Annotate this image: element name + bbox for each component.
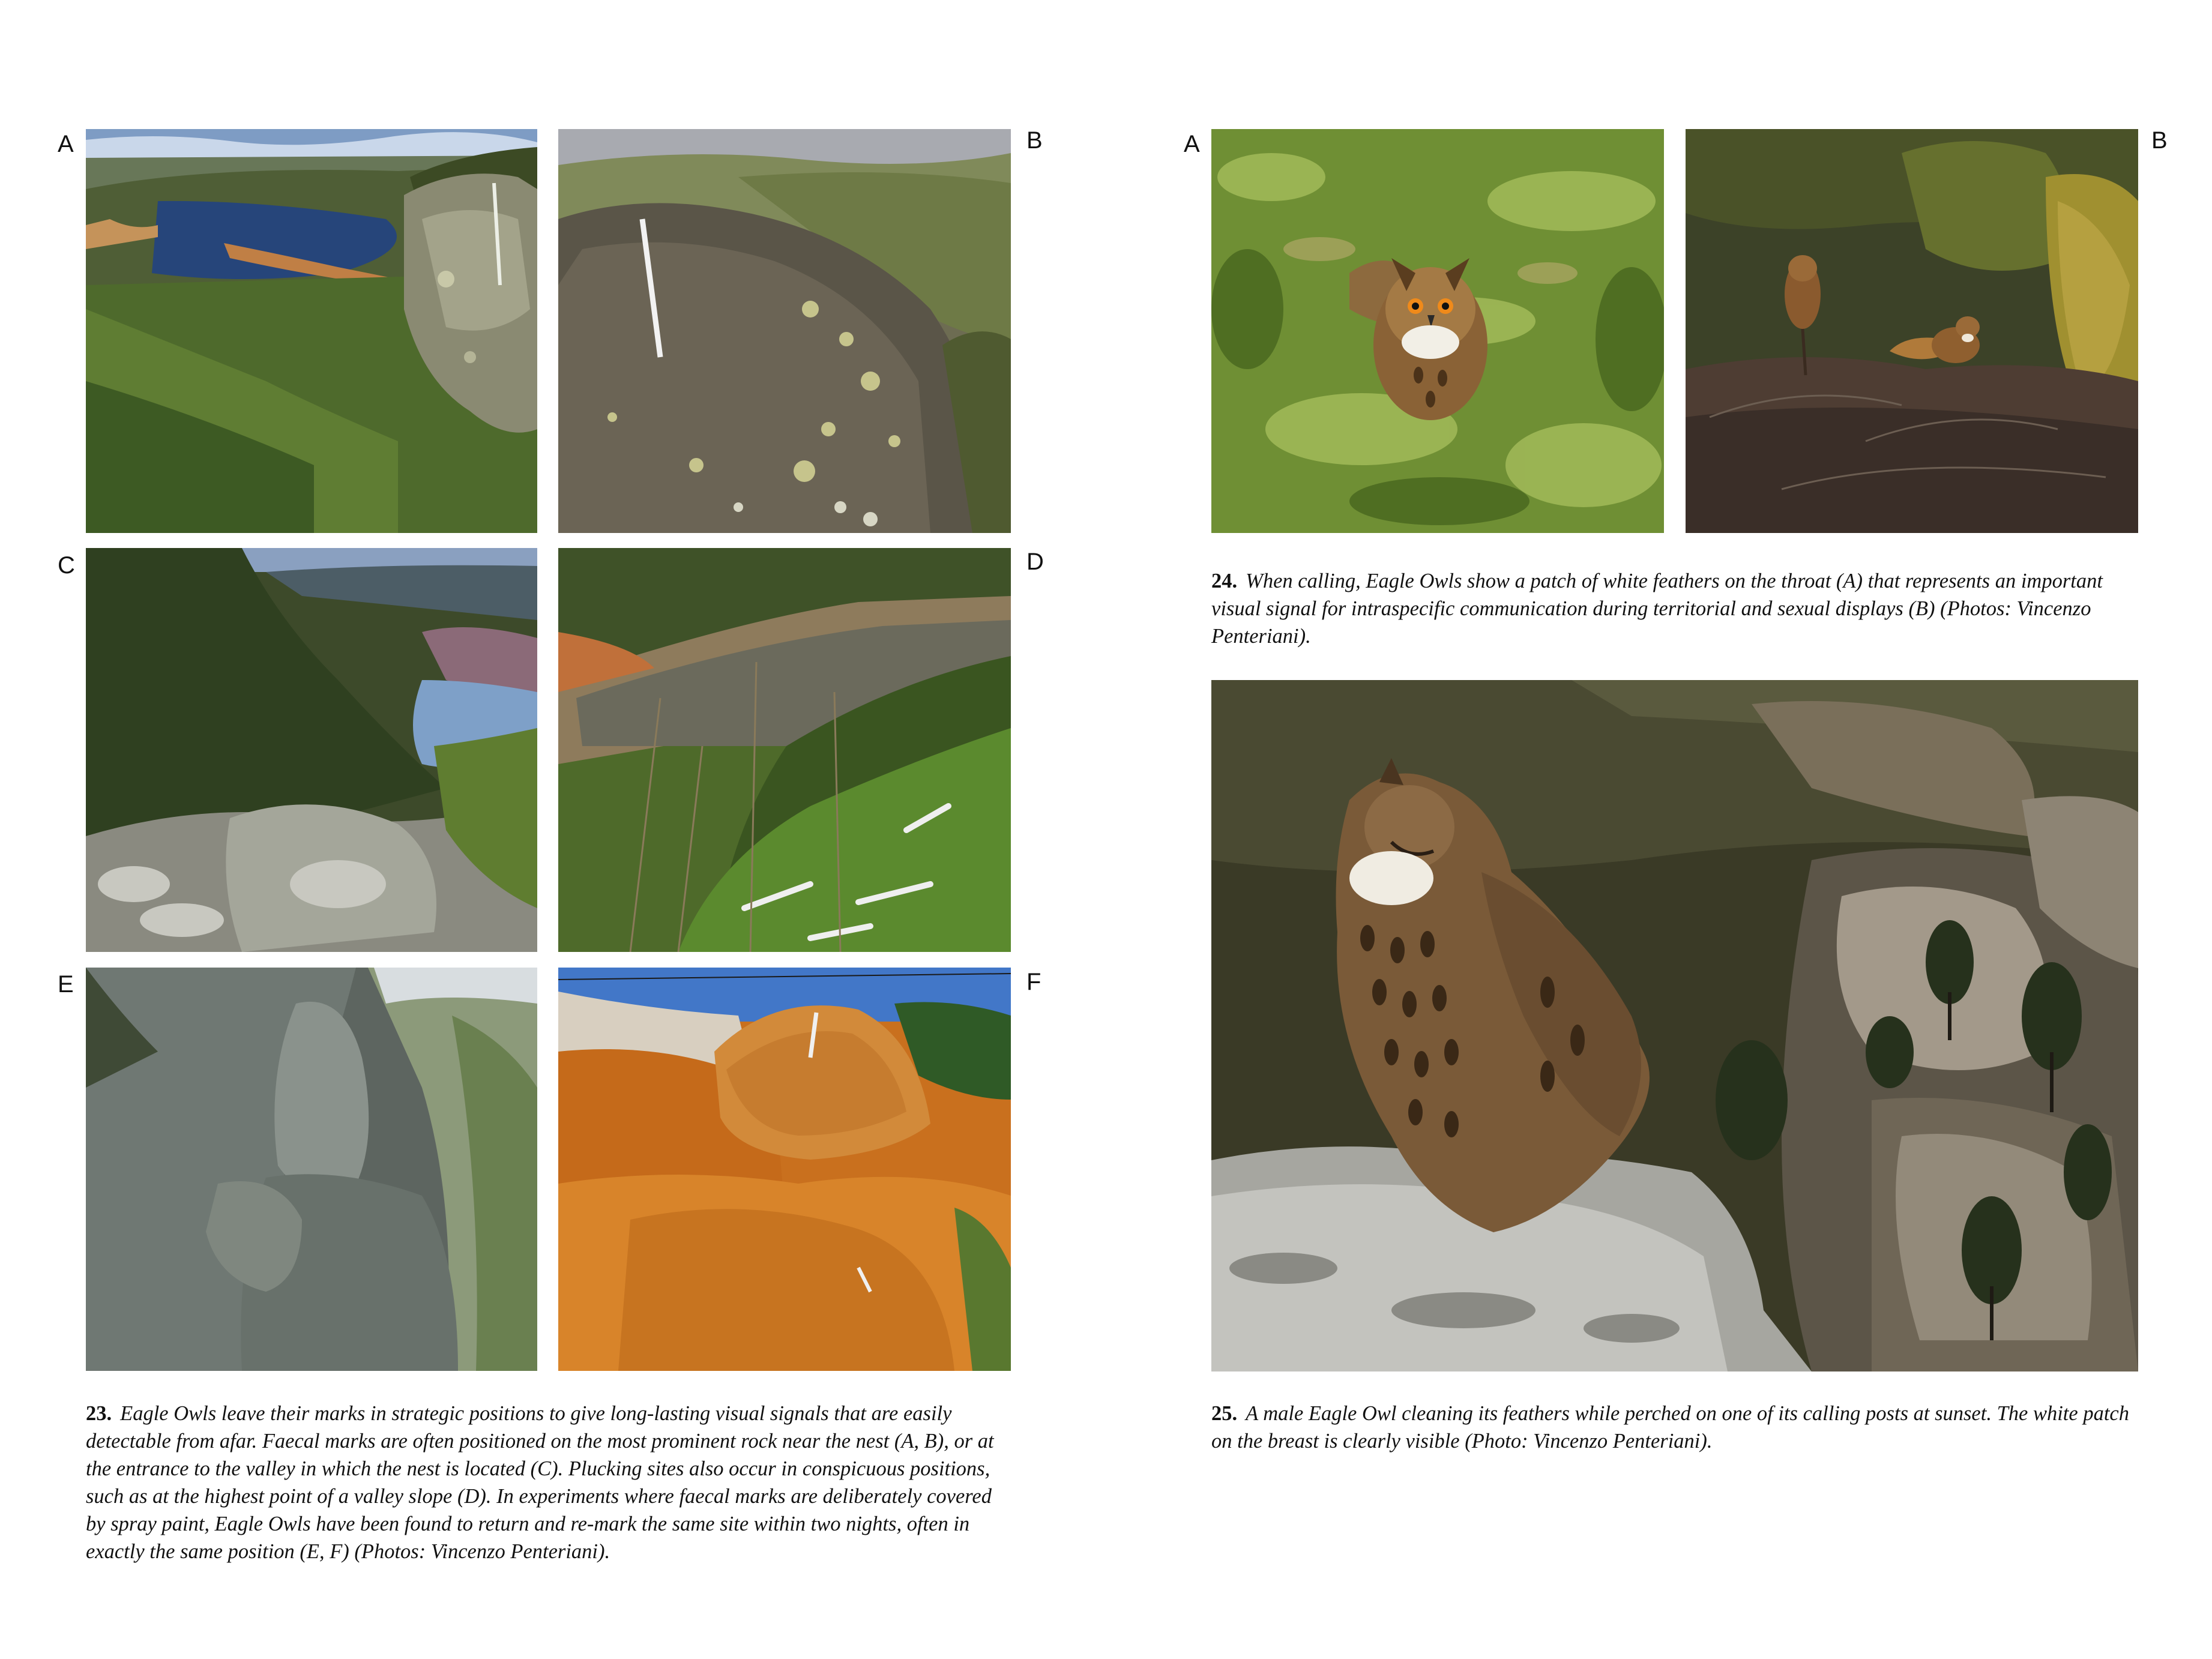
photo-label-b: B [1026,127,1043,154]
photo-label-24b: B [2151,127,2168,154]
photo-25-owl-on-rock [1211,680,2138,1371]
right-page [1106,0,2212,1659]
photo-24a-owl-in-leaves [1211,129,1664,533]
photo-label-a: A [58,131,74,157]
figure-24-caption-text: When calling, Eagle Owls show a patch of white feathers on the throat (A) that represents an important visual signal for intraspecific communication during territorial and sexual displays (B) (Photos: Vincenzo Penteriani). [1211,570,2103,648]
photo-24b-owls-display [1686,129,2138,533]
photo-label-24a: A [1184,131,1200,157]
photo-23f-orange-boulder [558,968,1011,1371]
photo-23a-reservoir-rock [86,129,537,533]
photo-label-d: D [1026,549,1044,575]
figure-24-number: 24. [1211,570,1238,592]
photo-23b-lichen-rock [558,129,1011,533]
figure-24-caption [1211,567,2148,650]
photo-23d-plucking-site [558,548,1011,952]
figure-23-caption [86,1400,1010,1565]
figure-25-number: 25. [1211,1402,1238,1425]
photo-label-f: F [1026,969,1041,995]
figure-25-caption-text: A male Eagle Owl cleaning its feathers while perched on one of its calling posts at sunset. The white patch on the breast is clearly visible (Photo: Vincenzo Penteriani). [1211,1402,2129,1453]
figure-23-caption-text: Eagle Owls leave their marks in strategic positions to give long-lasting visual signals that are easily detectable from afar. Faecal marks are often positioned on the most prominent rock near the nest (A, B), or at the entrance to the valley in which the nest is located (C). Plucking sites also occur in conspicuous positions, such as at the highest point of a valley slope (D). In experiments where faecal marks are deliberately covered by spray paint, Eagle Owls have been found to return and re-mark the same site within two nights, often in exactly the same position (E, F) (Photos: Vincenzo Penteriani). [86,1402,994,1563]
figure-25-caption [1211,1400,2148,1455]
photo-label-e: E [58,971,74,998]
photo-23c-river-gorge [86,548,537,952]
photo-23e-granite-rock [86,968,537,1371]
photo-label-c: C [58,552,75,579]
figure-23-number: 23. [86,1402,112,1425]
